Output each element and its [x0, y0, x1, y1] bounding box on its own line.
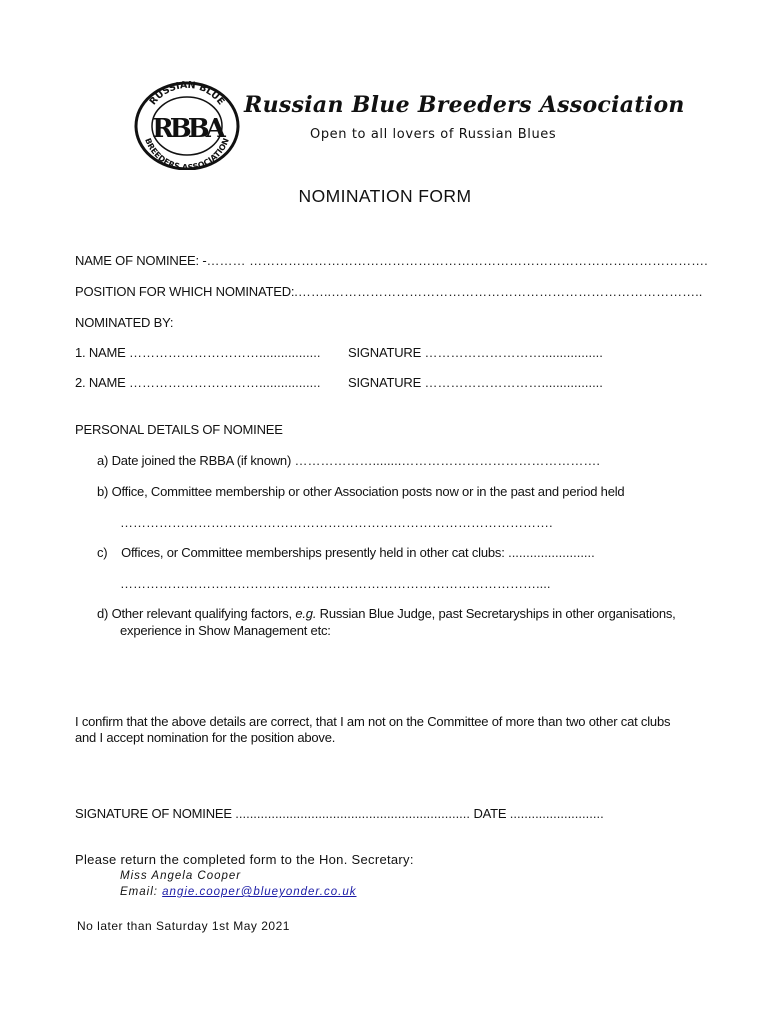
rbba-logo — [133, 76, 241, 170]
nominator-1-signature-label: SIGNATURE — [348, 345, 422, 360]
nominated-by-label: NOMINATED BY: — [75, 315, 174, 330]
deadline-note: No later than Saturday 1st May 2021 — [77, 919, 290, 933]
logo-ring-bottom: BREEDERS ASSOCIATION — [143, 136, 231, 170]
position-label: POSITION FOR WHICH NOMINATED: — [75, 284, 295, 299]
date-joined-label: a) Date joined the RBBA (if known) — [97, 453, 292, 468]
qualifying-factors-eg: e.g. — [295, 606, 317, 621]
qualifying-factors-prefix: d) Other relevant qualifying factors, — [97, 606, 292, 621]
personal-details-heading: PERSONAL DETAILS OF NOMINEE — [75, 422, 283, 437]
office-history-fill[interactable]: ………………………………………………………………………………………. — [120, 515, 553, 530]
qualifying-factors-label — [97, 606, 676, 621]
secretary-name: Miss Angela Cooper — [120, 870, 242, 882]
svg-text:RUSSIAN BLUE — [148, 80, 227, 107]
org-tagline: Open to all lovers of Russian Blues — [310, 127, 557, 142]
nominator-1-name-field[interactable] — [75, 345, 320, 360]
qualifying-factors-rest: Russian Blue Judge, past Secretaryships in other organisations, — [319, 606, 676, 621]
nominee-signature-fill: ................................................................. — [235, 806, 471, 821]
other-clubs-label: Offices, or Committee memberships presently held in other cat clubs: — [121, 545, 505, 560]
nominator-2-signature-label: SIGNATURE — [348, 375, 422, 390]
nominator-2-signature-fill: ………………………................. — [424, 375, 603, 390]
date-joined-fill: ………………........………………………………………. — [294, 453, 601, 468]
nominator-1-name-fill: …………………………................. — [129, 345, 321, 360]
position-field[interactable] — [75, 284, 702, 299]
nominator-1-name-label: 1. NAME — [75, 345, 126, 360]
rbba-seal-icon — [133, 76, 241, 170]
secretary-email-line — [120, 886, 357, 898]
date-joined-field[interactable] — [97, 453, 600, 468]
nominee-name-label: NAME OF NOMINEE: - — [75, 253, 207, 268]
email-label: Email: — [120, 886, 158, 898]
other-clubs-fill: ........................ — [508, 545, 595, 560]
nominee-name-fill: ……… ……………………………………………………………………………………………. — [206, 253, 708, 268]
org-name: Russian Blue Breeders Association — [244, 92, 685, 118]
logo-ring-top: RUSSIAN BLUE — [147, 79, 227, 108]
nominator-2-signature-field[interactable] — [348, 375, 603, 390]
date-label: DATE — [473, 806, 507, 821]
page-title: NOMINATION FORM — [298, 186, 472, 206]
nominator-1-signature-field[interactable] — [348, 345, 603, 360]
other-clubs-fill-line-2[interactable]: …………………………………………………………………………………….... — [120, 576, 551, 591]
date-fill: .......................... — [509, 806, 604, 821]
nominator-2-name-fill: …………………………................. — [129, 375, 321, 390]
other-clubs-field[interactable] — [97, 545, 595, 560]
position-fill: .……..………………………………………………………………………….. — [294, 284, 703, 299]
nominee-name-field[interactable] — [75, 253, 708, 268]
nominee-signature-field[interactable] — [75, 806, 604, 821]
nominee-signature-label: SIGNATURE OF NOMINEE — [75, 806, 232, 821]
secretary-email-link[interactable]: angie.cooper@blueyonder.co.uk — [162, 886, 357, 898]
other-clubs-prefix: c) — [97, 545, 108, 560]
logo-monogram: RBBA — [152, 114, 222, 144]
nominator-1-signature-fill: ………………………................. — [424, 345, 603, 360]
return-instructions: Please return the completed form to the Hon. Secretary: — [75, 852, 414, 867]
office-history-label: b) Office, Committee membership or other Association posts now or in the past and period held — [97, 484, 625, 499]
confirmation-line-2: and I accept nomination for the position above. — [75, 730, 336, 745]
qualifying-factors-line-2: experience in Show Management etc: — [120, 623, 331, 638]
nominator-2-name-label: 2. NAME — [75, 375, 126, 390]
nominator-2-name-field[interactable] — [75, 375, 320, 390]
confirmation-line-1: I confirm that the above details are correct, that I am not on the Committee of more than two other cat clubs — [75, 714, 671, 729]
